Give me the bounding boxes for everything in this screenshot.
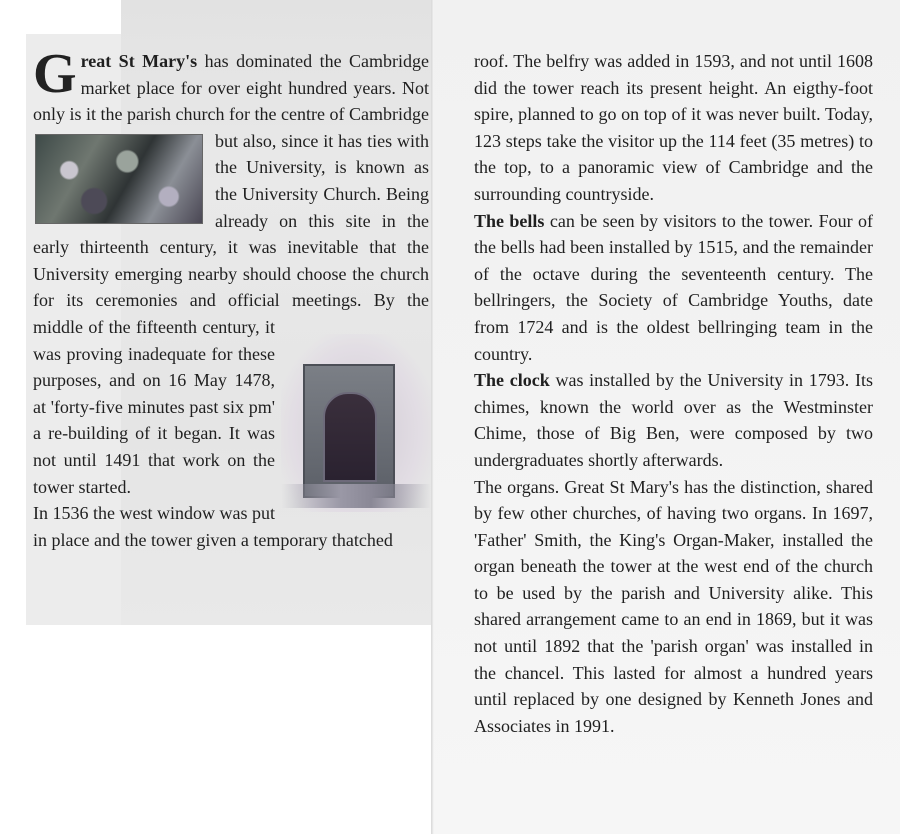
stained-glass-image — [35, 134, 203, 224]
clock-heading: The clock — [474, 370, 550, 391]
left-paragraph-1-part-c: By the middle of the fifteenth century, it was proving inadequate for these purposes, and on 16 May 1478, at 'forty-five minutes past six pm' a re-building of it began. It was not until 1491 that work on the tower started. — [33, 290, 430, 497]
bells-heading: The bells — [474, 210, 545, 231]
right-paragraph-clock — [474, 367, 873, 473]
right-column — [474, 48, 873, 739]
left-column — [33, 43, 430, 553]
page-fold — [431, 0, 434, 834]
bells-text: can be seen by visitors to the tower. Four of the bells had been installed by 1515, and the remainder of the octave during the seventeenth century. The bellringers, the Society of Cambridge Youths, date from 1724 and is the oldest bellringing team in the country. — [474, 210, 873, 364]
clock-text: was installed by the University in 1793. Its chimes, known the world over as the Westminster Chime, those of Big Ben, were composed by two undergraduates shortly afterwards. — [474, 370, 874, 470]
left-paragraph-2: In 1536 the west window was put in place and the tower given a temporary thatched — [33, 503, 393, 550]
left-paragraph-1-part-b: has ties with the University, is known as the University Church. Being already on this site in the early thirteenth century, it was inevitable that the University emerging nearby should choose the church for its ceremonies and official meetings. — [33, 130, 430, 311]
right-paragraph-1: roof. The belfry was added in 1593, and not until 1608 did the tower reach its present height. An eigthy-foot spire, planned to go on top of it was never built. Today, 123 steps take the visitor up the 114 feet (35 metres) to the top, to a panoramic view of Cambridge and the surrounding countryside. — [474, 51, 873, 204]
church-name-heading: reat St Mary's — [80, 51, 198, 71]
doorway-arch — [323, 392, 377, 482]
left-paragraph-1 — [33, 43, 430, 500]
left-paragraph-1-text — [33, 43, 430, 497]
left-paragraph-1-part-a: has dominated the Cambridge market place for over eight hundred years. Not only is it the parish church for the centre of Cambridge but also, since it — [33, 51, 430, 151]
doorway-base — [281, 484, 431, 508]
right-paragraph-bells — [474, 208, 873, 368]
right-paragraph-organs: The organs. Great St Mary's has the distinction, shared by few other churches, of having two organs. In 1697, 'Father' Smith, the King's Organ-Maker, installed the organ beneath the tower at the west end of the church to be used by the parish and University alike. This shared arrangement came to an end in 1869, but it was not until 1892 that the 'parish organ' was installed in the chancel. This lasted for almost a hundred years until replaced by one designed by Kenneth Jones and Associates in 1991. — [474, 476, 873, 736]
church-doorway-image — [281, 334, 431, 512]
drop-cap-letter: G — [33, 43, 77, 105]
